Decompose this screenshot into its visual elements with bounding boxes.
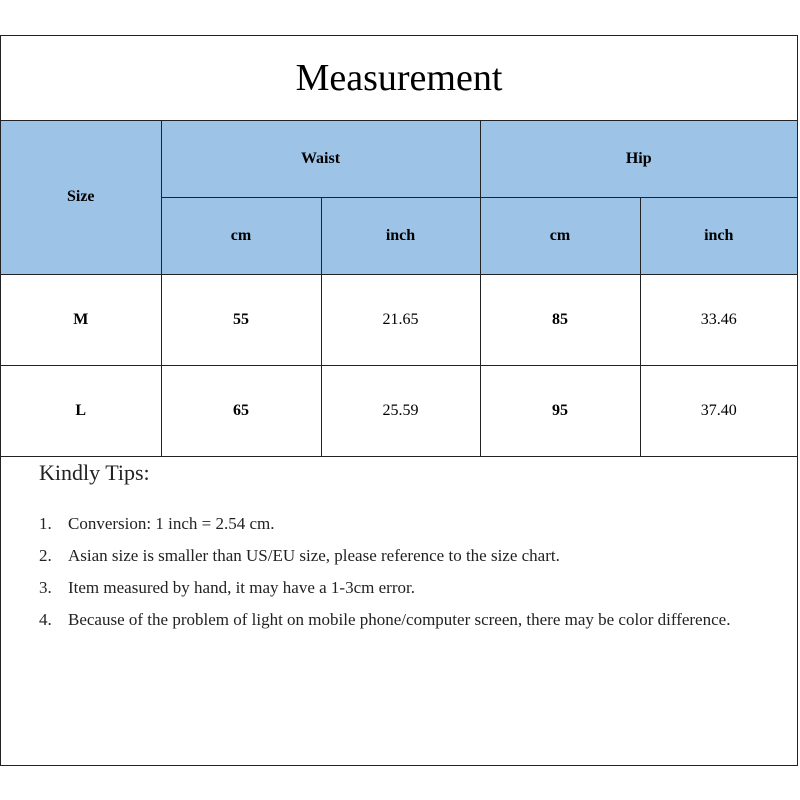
table-header-row [1, 121, 797, 197]
hip-cm-header: cm [480, 197, 640, 274]
table-row [1, 365, 797, 456]
tips-heading: Kindly Tips: [39, 460, 150, 485]
hip-group-header: Hip [480, 121, 797, 197]
list-item [39, 572, 759, 604]
waist-cm-cell: 65 [161, 365, 321, 456]
list-item-text: Asian size is smaller than US/EU size, please reference to the size chart. [68, 546, 560, 565]
list-item [39, 540, 759, 572]
waist-group-header: Waist [161, 121, 480, 197]
size-table [1, 121, 797, 457]
waist-cm-cell: 55 [161, 274, 321, 365]
list-item [39, 604, 759, 636]
list-item-number: 4. [39, 610, 52, 629]
tips-section [39, 460, 759, 636]
list-item-text: Item measured by hand, it may have a 1-3cm error. [68, 578, 415, 597]
list-item-text: Because of the problem of light on mobile phone/computer screen, there may be color difference. [68, 610, 731, 629]
size-cell: M [1, 274, 161, 365]
list-item-number: 2. [39, 546, 52, 565]
list-item [39, 508, 759, 540]
size-column-header: Size [1, 121, 161, 274]
waist-inch-cell: 21.65 [321, 274, 480, 365]
table-row [1, 274, 797, 365]
hip-cm-cell: 95 [480, 365, 640, 456]
waist-cm-header: cm [161, 197, 321, 274]
list-item-number: 1. [39, 514, 52, 533]
size-chart-frame [0, 35, 798, 766]
tips-list [39, 508, 759, 636]
hip-inch-cell: 37.40 [640, 365, 797, 456]
hip-inch-header: inch [640, 197, 797, 274]
list-item-number: 3. [39, 578, 52, 597]
hip-cm-cell: 85 [480, 274, 640, 365]
hip-inch-cell: 33.46 [640, 274, 797, 365]
waist-inch-cell: 25.59 [321, 365, 480, 456]
list-item-text: Conversion: 1 inch = 2.54 cm. [68, 514, 275, 533]
size-cell: L [1, 365, 161, 456]
page-title: Measurement [1, 36, 797, 121]
waist-inch-header: inch [321, 197, 480, 274]
